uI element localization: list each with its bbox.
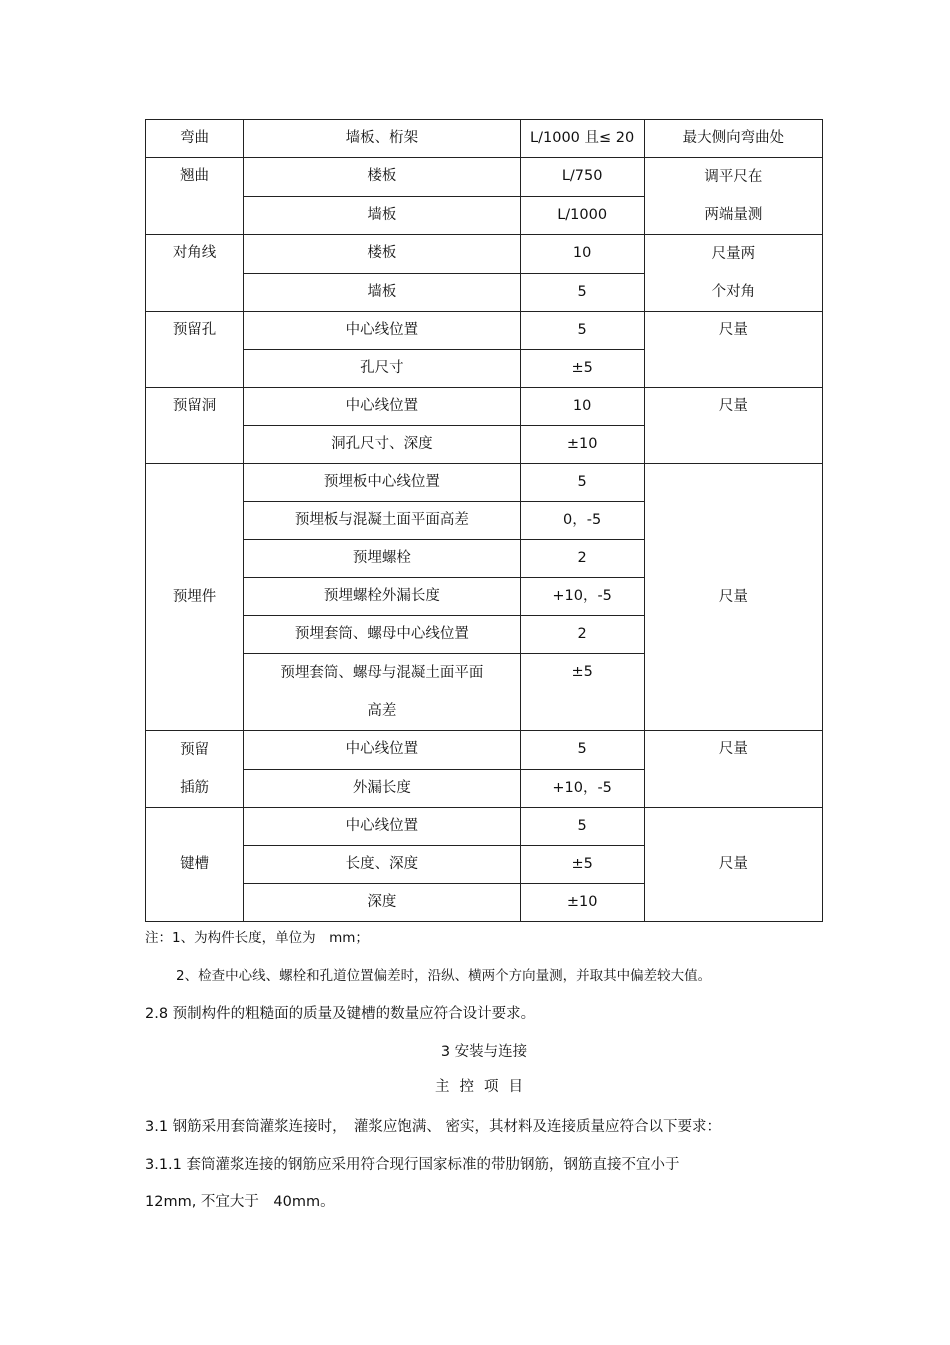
sub-item-cell: 墙板、桁架 [244, 120, 520, 158]
sub-item-cell: 孔尺寸 [244, 350, 520, 388]
tolerance-table [145, 119, 823, 922]
method-line: 尺量两 [711, 246, 756, 262]
item-cell: 弯曲 [146, 120, 244, 158]
tolerance-cell: 5 [520, 808, 644, 846]
tolerance-cell: 0，-5 [520, 502, 644, 540]
method-cell: 尺量 [644, 388, 822, 464]
method-cell [644, 158, 822, 235]
sub-item-cell: 楼板 [244, 158, 520, 197]
sub-item-cell: 中心线位置 [244, 312, 520, 350]
tolerance-cell: ±5 [520, 654, 644, 731]
table-row [146, 464, 823, 502]
item-cell: 对角线 [146, 235, 244, 312]
clause-3-1: 3.1 钢筋采用套筒灌浆连接时， 灌浆应饱满、 密实，其材料及连接质量应符合以下要求： [145, 1119, 722, 1135]
sub-item-cell: 预埋套筒、螺母中心线位置 [244, 616, 520, 654]
tolerance-cell: 5 [520, 731, 644, 770]
sub-item-cell: 中心线位置 [244, 731, 520, 770]
tolerance-cell: +10，-5 [520, 578, 644, 616]
sub-item-cell: 中心线位置 [244, 808, 520, 846]
method-cell [644, 235, 822, 312]
table-note-1: 注：1、为构件长度，单位为 mm； [145, 930, 369, 946]
sub-item-cell [244, 654, 520, 731]
item-cell [146, 731, 244, 808]
section-heading: 3 安装与连接 [440, 1044, 528, 1060]
sub-item-cell: 楼板 [244, 235, 520, 274]
tolerance-cell: 2 [520, 540, 644, 578]
tolerance-cell: 5 [520, 312, 644, 350]
table-row [146, 312, 823, 350]
table-row [146, 808, 823, 846]
tolerance-cell: ±5 [520, 350, 644, 388]
item-cell: 键槽 [146, 808, 244, 922]
tolerance-cell: ±10 [520, 426, 644, 464]
tolerance-cell: L/1000 [520, 196, 644, 235]
table-row [146, 120, 823, 158]
sub-item-cell: 预埋板与混凝土面平面高差 [244, 502, 520, 540]
tolerance-cell: +10，-5 [520, 769, 644, 808]
sub-item-cell: 外漏长度 [244, 769, 520, 808]
clause-3-1-1-line2: 12mm, 不宜大于 40mm。 [145, 1194, 335, 1210]
sub-item-cell: 洞孔尺寸、深度 [244, 426, 520, 464]
method-line: 调平尺在 [704, 169, 763, 185]
method-cell: 尺量 [644, 312, 822, 388]
sub-item-line: 高差 [367, 703, 397, 719]
tolerance-cell: ±10 [520, 884, 644, 922]
tolerance-cell: 5 [520, 464, 644, 502]
method-line: 个对角 [711, 284, 756, 300]
tolerance-cell: 10 [520, 388, 644, 426]
item-line: 预留 [180, 742, 210, 758]
tolerance-cell: 2 [520, 616, 644, 654]
item-cell: 预埋件 [146, 464, 244, 731]
item-line: 插筋 [180, 780, 210, 796]
tolerance-cell: L/750 [520, 158, 644, 197]
sub-item-cell: 预埋螺栓外漏长度 [244, 578, 520, 616]
item-cell: 翘曲 [146, 158, 244, 235]
table-row [146, 731, 823, 770]
sub-item-line: 预埋套筒、螺母与混凝土面平面 [280, 665, 484, 681]
table-row [146, 158, 823, 197]
method-cell: 最大侧向弯曲处 [644, 120, 822, 158]
tolerance-cell: L/1000 且≤ 20 [520, 120, 644, 158]
method-cell: 尺量 [644, 731, 822, 808]
table-note-2: 2、检查中心线、螺栓和孔道位置偏差时，沿纵、横两个方向量测，并取其中偏差较大值。 [176, 968, 712, 984]
clause-2-8: 2.8 预制构件的粗糙面的质量及键槽的数量应符合设计要求。 [145, 1006, 536, 1022]
table-row [146, 235, 823, 274]
table-row [146, 388, 823, 426]
tolerance-cell: ±5 [520, 846, 644, 884]
item-cell: 预留洞 [146, 388, 244, 464]
tolerance-cell: 10 [520, 235, 644, 274]
item-cell: 预留孔 [146, 312, 244, 388]
sub-item-cell: 中心线位置 [244, 388, 520, 426]
sub-item-cell: 墙板 [244, 196, 520, 235]
section-subheading: 主控项目 [435, 1079, 533, 1095]
sub-item-cell: 墙板 [244, 273, 520, 312]
clause-3-1-1-line1: 3.1.1 套筒灌浆连接的钢筋应采用符合现行国家标准的带肋钢筋，钢筋直接不宜小于 [145, 1157, 680, 1173]
sub-item-cell: 预埋板中心线位置 [244, 464, 520, 502]
method-cell: 尺量 [644, 808, 822, 922]
method-line: 两端量测 [704, 207, 763, 223]
sub-item-cell: 深度 [244, 884, 520, 922]
sub-item-cell: 长度、深度 [244, 846, 520, 884]
method-cell: 尺量 [644, 464, 822, 731]
tolerance-cell: 5 [520, 273, 644, 312]
sub-item-cell: 预埋螺栓 [244, 540, 520, 578]
